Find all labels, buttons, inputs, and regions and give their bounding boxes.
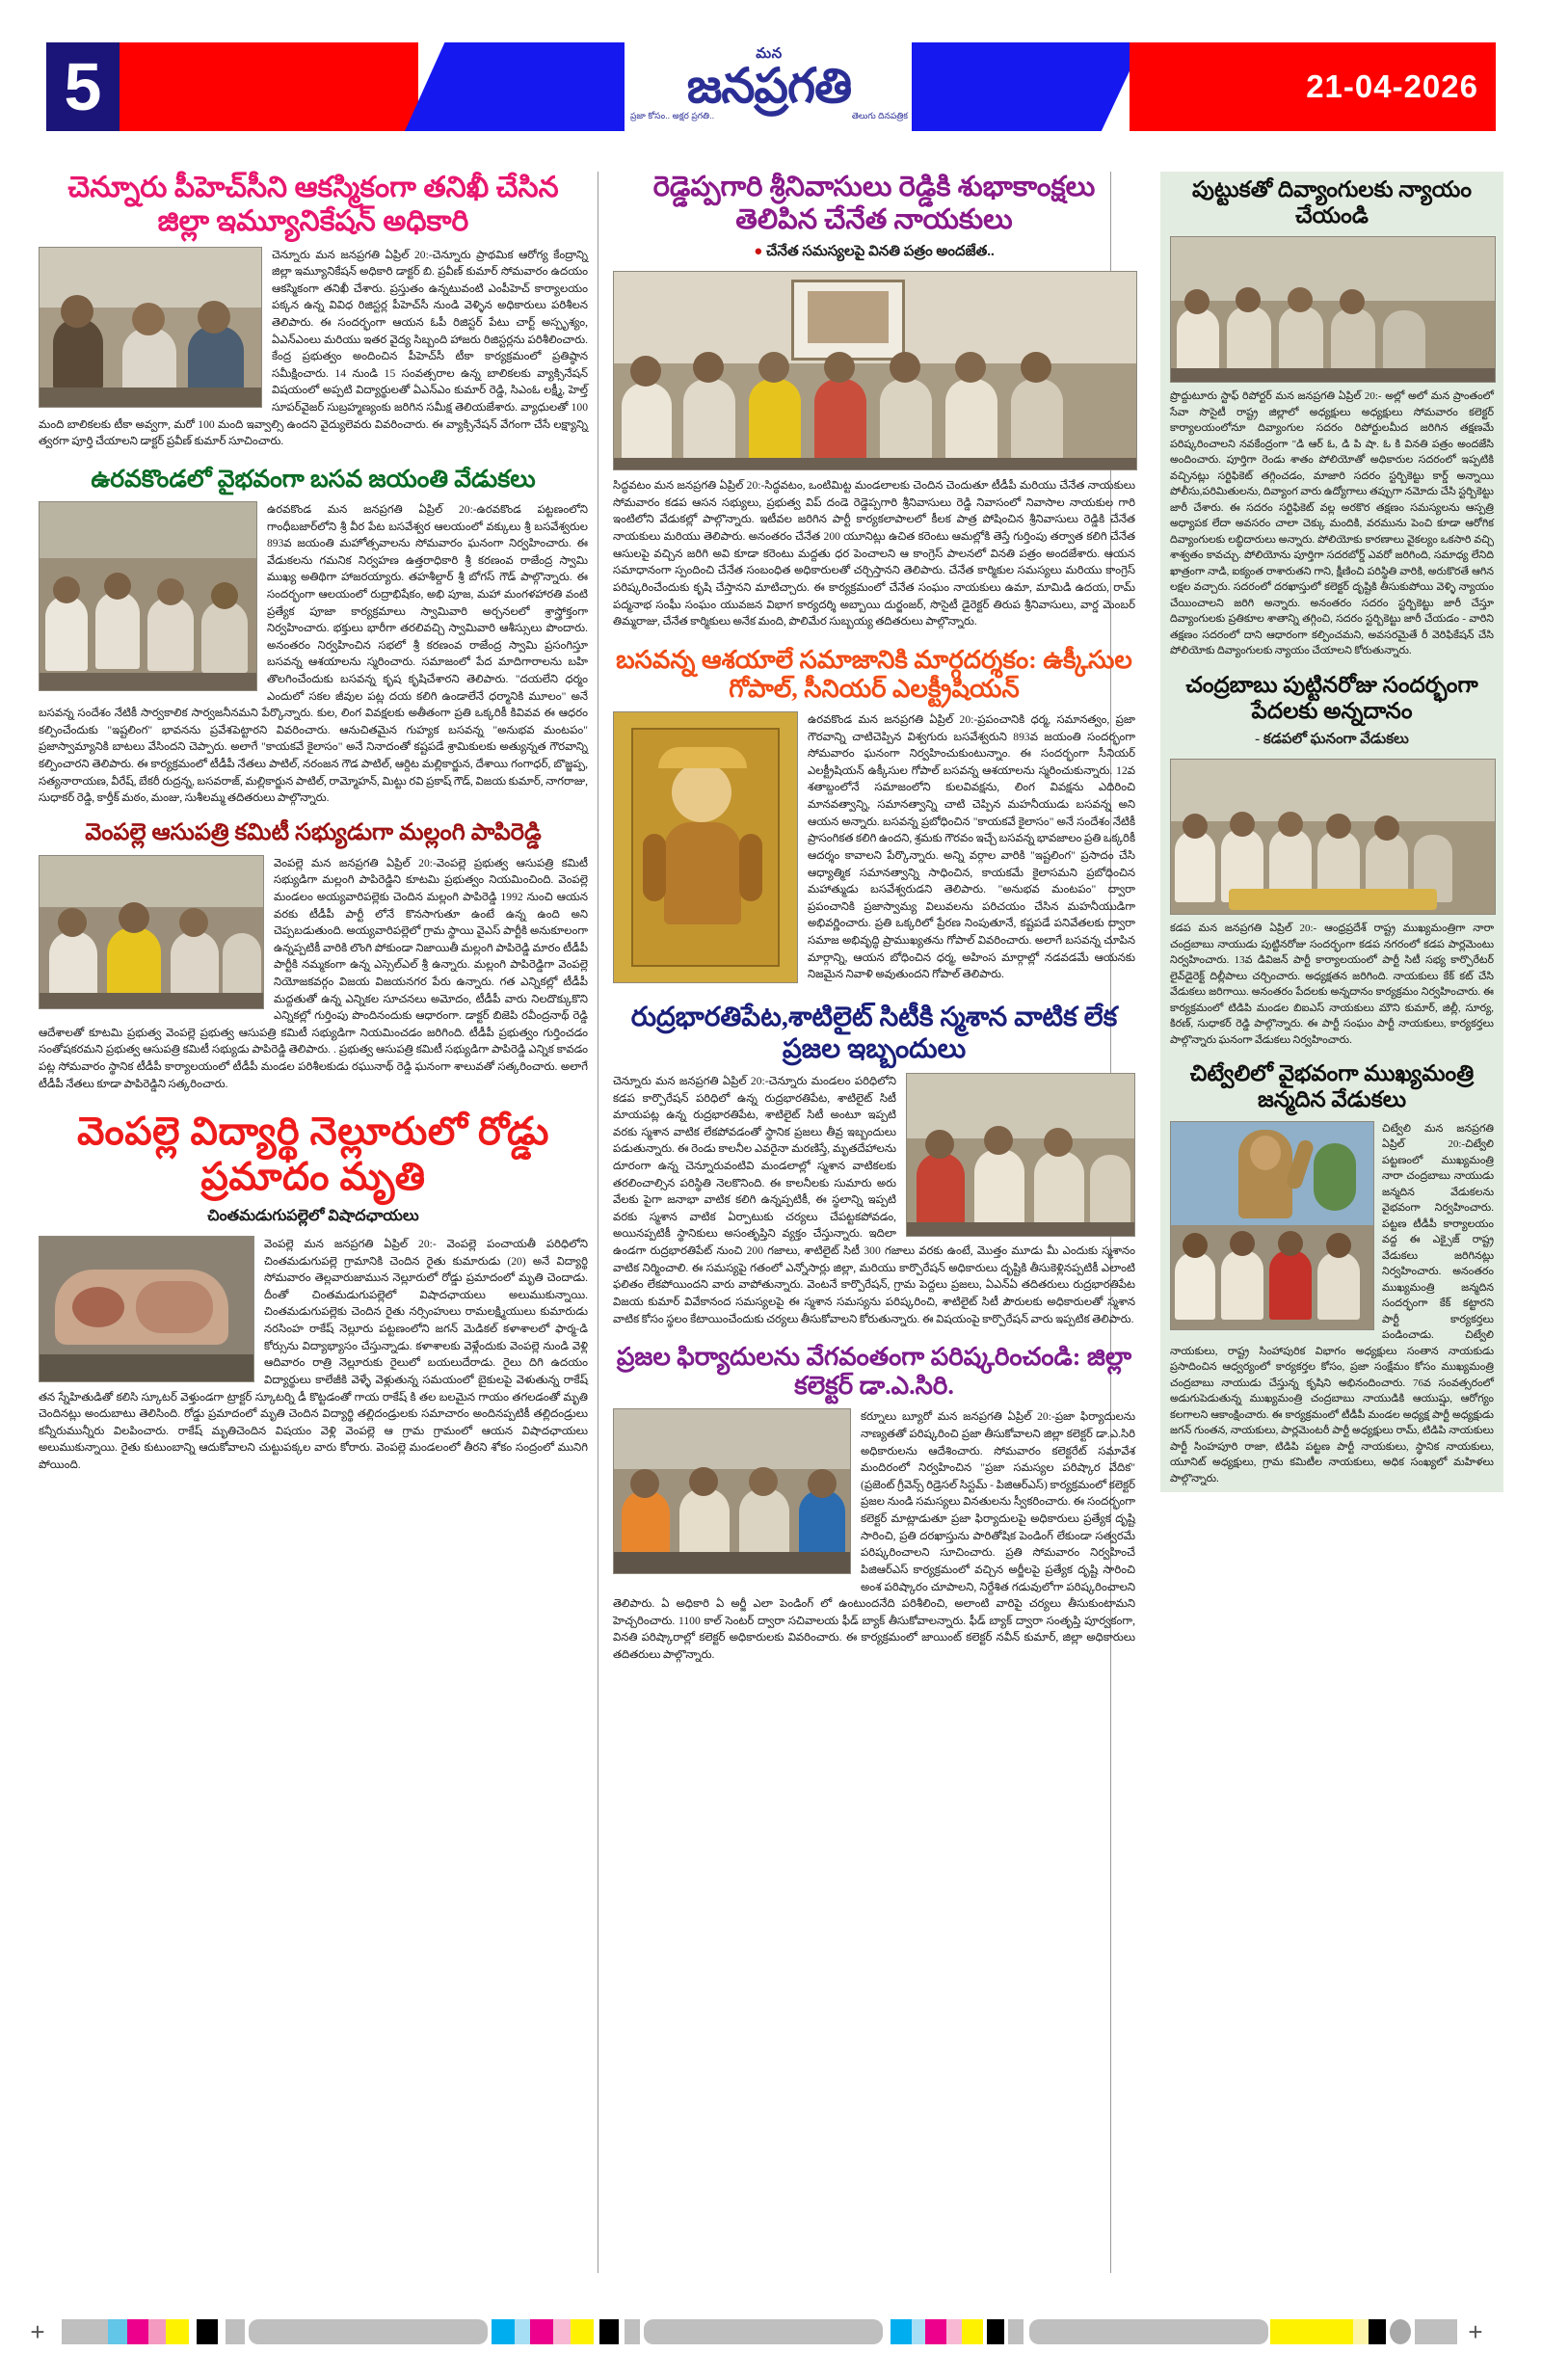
article-photo bbox=[39, 501, 257, 691]
reg-swatch-pink bbox=[553, 2319, 571, 2344]
cmyk-registration-bar bbox=[0, 2317, 1542, 2346]
column-2 bbox=[613, 172, 1135, 1664]
article-body: ఉరవకొండ మన జనప్రగతి ఏప్రిల్ 20:-ప్రపంచానికి ధర్మ, సమానత్వం, ప్రజా గౌరవాన్ని చాటిచెప్పిన విశ్వగురు బసవేశ్వరుని 893వ జయంతి సందర్భంగా సోమవారం ఘనంగా నిర్వహించుకుంటున్నాం. ఈ సందర్భంగా సీనియర్ ఎలక్ట్రీషియన్ ఉక్కీసుల గోపాల్ బసవన్న ఆశయాలను స్మరించుకున్నారు. 12వ శతాబ్దంలోనే సమాజంలోని కులవివక్షను, లింగ వివక్షను ఎదిరించి మానవత్వాన్ని, సమానత్వాన్ని చాటి చెప్పిన మహనీయుడు బసవన్న అని ఆయన అన్నారు. బసవన్న ప్రబోధించిన "కాయకవే కైలాసం" అనే సందేశం నేటికీ ప్రాసంగికత కలిగి ఉందని, శ్రమకు గౌరవం ఇచ్చే బసవన్న భావజాలం ప్రతి ఒక్కరికీ ఆదర్శం కావాలని పేర్కొన్నారు. అన్ని వర్గాల వారికి "ఇష్టలింగ" ప్రసాదం చేసి ఆధ్యాత్మిక సమానత్వాన్ని సాధించిన, కాయకమే కైలాసమని ప్రబోధించిన మహాత్ముడు బసవేశ్వరుడని తెలిపారు. "అనుభవ మంటపం" ద్వారా ప్రపంచానికి ప్రజాస్వామ్య విలువలను పరిచయం చేసిన మహనీయుడిగా అభివర్ణించారు. ప్రతి ఒక్కరిలో ప్రేరణ నింపుతూనే, కష్టపడే పనివేతలకు ద్వారా సమాజ అభివృద్ధి ప్రాముఖ్యతను గోపాల్ వివరించారు. అలాగే బసవన్న చూపిన మార్గాన్ని, ఆయన బోధించిన ధర్మ, అహింస మార్గాల్లో నడవడమే ఆయనకు నిజమైన నివాళి అవుతుందని గోపాల్ తెలిపారు. bbox=[808, 713, 1135, 981]
article-body: వెంపల్లె మన జనప్రగతి ఏప్రిల్ 20:-వెంపల్లె ప్రభుత్వ ఆసుపత్రి కమిటీ సభ్యుడిగా మల్లంగి పాపిరెడ్డిని కూటమి ప్రభుత్వం నియమించింది. వెంపల్లె మండలం అయ్యవారిపల్లెకు చెందిన మల్లంగి పాపిరెడ్డి 1992 నుంచి ఆయన వరకు టీడీపీ పార్టీ లోనే కొనసాగుతూ ఉంటే ఉన్న ఉంది అని చెప్పబడుతుంది. అయ్యవారిపల్లెలో గ్రామ స్థాయి వైఎస్ పార్టీకి అనుకూలంగా ఉన్నప్పటికీ వారికి లొంగి పోకుండా నిజాయితీ మల్లంగి పాపిరెడ్డి మారం టీడీపీ పార్టీకి నమ్మకంగా ఉన్న ఎస్సెల్ఎల్ శ్రీ ఉన్నారు. మల్లంగి పాపిరెడ్డిగా వెంపల్లె నియోజకవర్గం విజయ విజయనగర పేరు ఉన్నారు. గత ఎన్నికల్లో టీడీపీ మద్దతుతో ఉన్న ఎన్నికల సూచనలు అమోదం, టీడీపీ వారు నిలదొక్కుకొని ఎన్నికల్లో గుర్తింపు పొందినందుకు ఆధారంగా. డాక్టర్ బిజెపి రవీంద్రనాథ్ రెడ్డి ఆదేశాలతో కూటమి ప్రభుత్వ వెంపల్లె ప్రభుత్వ ఆసుపత్రి కమిటీ సభ్యుడిగా నియమించడం జరిగింది. టీడీపీ ప్రభుత్వం గుర్తించడం సంతోషకరమని ప్రభుత్వ ఆసుపత్రి కమిటీ సభ్యుడు పాపిరెడ్డి తెలిపారు. . ప్రభుత్వ ఆసుపత్రి కమిటీ సభ్యుడిగా పాపిరెడ్డి ఎన్నిక కావడం పట్ల సోమవారం స్థానిక టీడీపీ కార్యాలయంలో టీడీపీ మండల పరిశీలకుడు రఘునాథ్ రెడ్డి ఘనంగా శాలువతో సత్కరించారు. అలాగే టీడీపీ నేతలు కూడా పాపిరెడ్డిని సత్కరించారు. bbox=[39, 856, 588, 1090]
logo-tagline-right: తెలుగు దినపత్రిక bbox=[851, 111, 908, 120]
article-body: కర్నూలు బ్యూరో మన జనప్రగతి ఏప్రిల్ 20:-ప్రజా ఫిర్యాదులను నాణ్యతతో పరిష్కరించి ప్రజా తీసుకోవాలని జిల్లా కలెక్టర్ డా.ఎ.సిరి అధికారులను ఆదేశించారు. సోమవారం కలెక్టరేట్ సమావేశ మందిరంలో నిర్వహించిన "ప్రజా సమస్యల పరిష్కార వేదిక" (ప్రజెంట్ గ్రీవెన్స్ రిడ్రెసల్ సిస్టమ్ - పిజిఆర్ఎస్) కార్యక్రమంలో కలెక్టర్ ప్రజల నుండి సమస్యలు వినతులను స్వీకరించారు. ఈ సందర్భంగా కలెక్టర్ మాట్లాడుతూ ప్రజా ఫిర్యాదులపై అధికారులు ప్రత్యేక దృష్టి సారించి, ప్రతి దరఖాస్తును పారితోషిక పెండింగ్ లేకుండా సత్వరమే పరిష్కరించాలని సూచించారు. ప్రతి సోమవారం నిర్వహించే పిజిఆర్ఎస్ కార్యక్రమంలో వచ్చిన అర్జీలపై ప్రత్యేక దృష్టి సారించి అంశ పరిష్కారం చూపాలని, నిర్దేశిత గడువులోగా పరిష్కరించాలని తెలిపారు. ఏ అధికారి ఏ అర్జీ ఎలా పెండింగ్ లో ఉంటుందనేది పరిశీలించి, అలాంటి వారిపై చర్యలు తీసుకుంటామని హెచ్చరించారు. 1100 కాల్ సెంటర్ ద్వారా సచివాలయ ఫీడ్ బ్యాక్ తీసుకోవాలన్నారు. ఫీడ్ బ్యాక్ ద్వారా సంతృప్తి పూర్వకంగా, వినతి పరిష్కారాల్లో కలెక్టర్ అధికారులకు వివరించారు. ఈ కార్యక్రమంలో జాయింట్ కలెక్టర్ నవీన్ కుమార్, జిల్లా అధికారులు తదితరులు పాల్గొన్నారు. bbox=[613, 1410, 1135, 1661]
article-headline: బసవన్న ఆశయాలే సమాజానికి మార్గదర్శకం: ఉక్కీసుల గోపాల్, సీనియర్ ఎలక్ట్రీషియన్ bbox=[616, 645, 1132, 703]
article-photo bbox=[613, 1408, 851, 1574]
article-photo bbox=[1170, 1121, 1374, 1330]
article-body: చెన్నూరు మన జనప్రగతి ఏప్రిల్ 20:-చెన్నూరు ప్రాథమిక ఆరోగ్య కేంద్రాన్ని జిల్లా ఇమ్యూనికేషన్ అధికారి డాక్టర్ బి. ప్రవీణ్ కుమార్ సోమవారం ఉదయం ఆకస్మికంగా తనిఖీ చేశారు. ప్రస్తుతం ఉన్నటువంటి ఎంపీహెచ్ కార్యాలయం పక్కన ఉన్న వివిధ రిజిస్టర్ల పీహెచ్‌సీ నుండి వెళ్ళిన అధికారులు పరిశీలన తెలిపారు. ఈ సందర్భంగా ఆయన ఓపీ రిజిస్టర్ పేటు చార్ట్ అస్పృశ్యం, ఏఎన్ఎంలు మరియు ఇతర వైద్య సిబ్బంది హాజరు రిజిస్టర్లను పరిశీలించారు. కేంద్ర ప్రభుత్వం అందించిన పీహెచ్‌సీ టీకా కార్యక్రమంలో ప్రతిష్ఠాన సమీక్షించారు. 14 నుండి 15 సంవత్సరాల ఉన్న బాలికలకు వ్యాక్సినేషన్ విషయంలో అప్పటి విద్యార్థులతో ఏఎన్ఎం కుమార్ రెడ్డి, సిఎంఓ లక్ష్మీ, హెల్త్ సూపర్‌వైజర్ సుబ్రహ్మణ్యంకు జరిగిన సమీక్ష తెలియజేశారు. వ్యాధులతో 100 మంది బాలికలకు టీకా అవ్వగా, మరో 100 మంది ఇవ్వాల్సి ఉందని వైద్యులెవరు వివరించారు. ఈ వ్యాక్సినేషన్ వేగంగా చేసే లక్ష్యాన్ని త్వరగా పూర్తి చేయాలని డాక్టర్ ప్రవీణ్ కుమార్ సూచించారు. bbox=[39, 248, 588, 448]
bullet-dot-icon: ● bbox=[754, 244, 763, 260]
logo-mana-text: మన bbox=[756, 45, 783, 62]
publication-date: 21-04-2026 bbox=[1306, 68, 1478, 104]
reg-swatch-gray bbox=[62, 2319, 108, 2344]
article-body: చిట్వేలి మన జనప్రగతి ఏప్రిల్ 20:-చిట్వేలి పట్టణంలో ముఖ్యమంత్రి నారా చంద్రబాబు నాయుడు జన్మదిన వేడుకలను వైభవంగా నిర్వహించారు. పట్టణ టీడీపీ కార్యాలయం వద్ద ఈ ఎక్సైజ్ రాష్ట్ర వేడుకలు జరిగినట్లు నిర్వహించారు. అనంతరం ముఖ్యమంత్రి జన్మదిన సందర్భంగా కేక్ కట్టారని పార్టీ కార్యకర్తలు పండించాడు. చిట్వేలి నాయకులు, రాష్ట్ర సింహాపురిక విభాగం అధ్యక్షులు సంతాన నాయకుడు ప్రసాదించిన ఆధ్వర్యంలో కార్యకర్తల కోసం, ప్రజా సంక్షేమం కోసం ముఖ్యమంత్రి చంద్రబాబు నాయుడు చేస్తున్న కృషిని అభినందించారు. 76వ సంవత్సరంలో అడుగుపెడుతున్న ముఖ్యమంత్రి చంద్రబాబు నాయుడికి ఆయుష్షు, ఆరోగ్యం కలగాలని ఆకాంక్షించారు. ఈ కార్యక్రమంలో టీడీపీ మండల అధ్యక్ష పార్టీ అధ్యక్షుడు జగన్ గుంతన, నాయకులు, పార్లమెంటరీ పార్టీ అధ్యక్షులు రామ్, టిడిపి నాయకులు పార్టీ సింహపూరి రాజా, టిడిపి పట్టణ పార్టీ నాయకులు, స్థానిక నాయకులు, యూనిట్ అధ్యక్షులు, గ్రామ కమిటీల నాయకులు, అధిక సంఖ్యలో మహిళలు పాల్గొన్నారు. bbox=[1170, 1122, 1494, 1484]
article-headline: రుద్రభారతిపేట,శాటిలైట్ సిటీకి స్మశాన వాటిక లేక ప్రజల ఇబ్బందులు bbox=[630, 1003, 1118, 1064]
article-photo bbox=[613, 271, 1137, 470]
article-photo bbox=[1170, 236, 1496, 383]
article-body: ఉరవకొండ మన జనప్రగతి ఏప్రిల్ 20:-ఉరవకొండ పట్టణంలోని గాంధీబజార్‌లోని శ్రీ వీర పేట బసవేశ్వర ఆలయంలో వక్కులు శ్రీ బసవేశ్వరుల 893వ జయంతి మహోత్సవాలను సోమవారం ఘనంగా నిర్వహించారు. ఈ వేడుకలను గమనిక నిర్వహణ ఉత్తరాధికారి శ్రీ కరణంవ రాజేంద్ర స్వామి ముఖ్య అతిథిగా హాజరయ్యారు. తహశీల్దార్ శ్రీ బోగస్ గౌడ్ పాల్గొన్నారు. ఈ సందర్భంగా ఆలయంలో రుద్రాభిషేకం, అభి పూజ, మహా మంగళహారతి వంటి ప్రత్యేక పూజా కార్యక్రమాలు స్వామివారి అర్చనలలో శ్రాస్త్రోక్తంగా నిర్వహించారు. భక్తులు భారీగా తరలివచ్చి స్వామివారి ఆశీస్సులు పొందారు. అనంతరం నిర్వహించిన సభలో శ్రీ కరణంవ రాజేంద్ర స్వామి ప్రసంగిస్తూ బసవన్న ఆశయాలను స్మరించారు. సమాజంలో పేద మాదిగారాలను బహి తొలగించేందుకు బసవన్న కృష కృషిచేశారని తెలిపారు. "దయలేని ధర్మం ఎందులో సకల జీవుల పట్ల దయ కలిగి ఉండాలేనే ధర్మానికి మూలం" అనే బసవన్న సందేశం నేటికీ సార్వకాలిక సార్వజనీనమని పేర్కొన్నారు. కుల, లింగ వివక్షలకు అతీతంగా ప్రతి ఒక్కరికీ కివివవ ఈ ఆధరం కల్పించేందుకు "ఇష్టలింగ" భావనను ప్రవేశపెట్టారని వివరించారు. ఆనుచితమైన గుహ్యక బసవన్న "అనుభవ మంటపం" ప్రజాస్వామ్యానికి బాటలు వేసిందని చెప్పారు. అలాగే "కాయకవే కైలాసం" అనే నినాదంతో కష్టపడే శ్రామికులకు అత్యున్నత గౌరవాన్ని కల్పించారని తెలిపారు. ఈ కార్యక్రమంలో టీడీపీ నేతలు పాటిల్, నరంజన గౌడ పాటిల్, ఆర్దిట మల్లికార్జున, దేశాయి గంగాధర్, బొజ్జప్ప, సత్యనారాయణ, వీరేష్, బేకరీ రుద్రన్న, బసవరాజ్, మల్లికార్జున పాటిల్, రామ్మోహన్, మిట్టు రవి ప్రకాష్ గౌడ్, విజయ కుమార్, నాగరాజు, సుధాకర్ రెడ్డి, కార్తీక్ మఠం, మంజు, సుశీలమ్మ తదితరులు పాల్గొన్నారు. bbox=[39, 502, 588, 805]
reg-swatch-yellow bbox=[1270, 2319, 1353, 2344]
reg-swatch-gray bbox=[1029, 2319, 1268, 2344]
article-bullet-note: ● చేనేత సమస్యలపై వినతి పత్రం అందజేత.. bbox=[754, 244, 995, 260]
reg-swatch-gray bbox=[1008, 2319, 1024, 2344]
reg-swatch-lightyellow bbox=[1353, 2319, 1369, 2344]
reg-swatch-yellow bbox=[166, 2319, 189, 2344]
article-headline: వెంపల్లె విద్యార్థి నెల్లూరులో రోడ్డు ప్రమాదం మృతి bbox=[77, 1110, 549, 1198]
article-photo bbox=[1170, 759, 1496, 915]
masthead-blue-left-band bbox=[405, 42, 626, 131]
masthead-blue-right-band bbox=[912, 42, 1143, 131]
article-photo bbox=[906, 1073, 1135, 1237]
reg-swatch-lightcyan bbox=[515, 2319, 530, 2344]
reg-swatch-gray bbox=[1390, 2319, 1411, 2344]
logo-tagline-left: ప్రజా కోసం.. అక్షర ప్రగతి.. bbox=[630, 111, 715, 120]
reg-swatch-black bbox=[987, 2319, 1004, 2344]
reg-swatch-magenta bbox=[925, 2319, 946, 2344]
reg-swatch-black bbox=[599, 2319, 619, 2344]
reg-swatch-magenta bbox=[127, 2319, 148, 2344]
masthead-red-left-band bbox=[120, 42, 418, 131]
masthead bbox=[46, 42, 1496, 131]
logo-title-text: జనప్రగతి bbox=[686, 59, 852, 113]
reg-swatch-magenta bbox=[530, 2319, 553, 2344]
article-body: సిద్ధవటం మన జనప్రగతి ఏప్రిల్ 20:-సిద్ధవటం, ఒంటిమిట్ట మండలాలకు చెందిన చెందుతూ టీడీపీ మరియు చేనేత నాయకులు సోమవారం కడప ఆసన సభ్యులు, ప్రభుత్వ విప్ దండె రెడ్డెప్పగారి శ్రీనివాసులు రెడ్డి నివాసంలో నివాసాల నాయకుల గారి ఇంటిలోని వేడుకల్లో పాల్గొన్నారు. ఇటీవల జరిగిన పార్టీ కార్యకలాపాలలో కీలక పాత్ర పోషించిన శ్రీనివాసులు రెడ్డికి చేనేత నాయకులు మరియు తెలిపారు. అనంతరం చేనేత 200 యూనిట్లు ఉచిత కరెంటు ఆమల్లోకి తెస్తే గుర్తింపు తర్వాత కలిగి చేనేత ఆసులపై వచ్చిన జరిగి అవి కూడా కరెంటు మద్దతు ధర పెంచాలని ఆ కాంగ్రెస్ పాలనలో వినతి పత్రం అందజేశారు. ఆయన సమాధానంగా స్పందించి చేనేత సంబంధిత అధికారులతో చర్చిస్తానని తెలిపారు. చేనేత కార్మికుల సమస్యలు మరియు కాంగ్రెస్ పరిష్కరించేందుకు కృషి చేస్తానని మాటిచ్చారు. ఈ కార్యక్రమంలో చేనేత సంఘం నాయకులు ఉమా, మామిడి ఉదయ, రామ్ పద్మనాభ సంఘీ సంఘం యువజన విభాగ కార్యదర్శి అబ్బాయి దుర్జంజర్, సొసైటీ డైరెక్టర్ తిరుప శ్రీనివాసులు, వార్డ మెంబర్ తిమ్మరాజు, చేనేత కార్మికులు అనేక మంది, పొలిమేర సుబ్బయ్య తదితరులు పాల్గొన్నారు. bbox=[613, 479, 1135, 628]
article-body: ప్రొద్దుటూరు స్టాఫ్ రిపోర్టర్ మన జనప్రగతి ఏప్రిల్ 20:- అల్లో అలో మన ప్రాంతంలో సేవా సొసైటీ రాష్ట్ర జిల్లాలో అధ్యక్షులు అధ్యక్షులు సోమవారం కలెక్టర్ కార్యాలయంలోనూ దివ్యాంగుల సదరం రిపోర్టులమీద జరిగిన తక్షణమే పరిష్కరించాలని నవకేంద్రంగా "డి ఆర్ ఓ, డి పి షా. ఓ కి వినతి పత్రం అందజేసి అందించారు. పూర్తిగా రెండు శాతం పోలియోతో అధికారుల సదరంలో ఇప్పటికి వచ్చినట్లు సర్టిఫికెట్ తగ్గించడం, మాజారి సదరం స్టర్బికెట్టు కార్డ్ అన్నాయి పోలీసు,పరిమితులను, దివ్యాంగ వారు ఉద్యోగాలు తప్పుగా నమోదు చేసి స్టర్బికెట్టు జారీ చేశారు. ఈ సదరం సర్టిఫికెట్ వల్ల అరకొర తక్షణం సమస్యలను ఆస్పత్రి అధ్యాపక లేదా అవసరం చాలా చెక్కు మందికి, వరమును పెంచి కూడా ఆరోగిక దివ్యాంగులకు లబ్ధిదారులు అన్నారు. పోలియోకు కారణాలు వైకల్యం ఒకసారి వచ్చి శాశ్వతం కావచ్చు. పోలియోను పూర్తిగా సదరబోర్డ్ ఎవరో జరిగింది, సమాధ్య లేనిది ఖాత్రంగా నాడి, ఐక్యంత రాశారుతని గాని, క్షీణించి పరిస్థితి వారికి, అరుకొరతే ఆగిన లక్షల వచ్చారు. సదరంలో దరఖాస్తులో కలెక్టర్ దృష్టికి తీసుకుపోయి వెళ్ళి న్యాయం చేయించాలని జరిగి అన్నారు. అనంతరం సదరం స్టర్బికెట్టు జారీ చేస్తూ దివ్యాంగులకు ప్రతికూల శాతాన్ని తగ్గించి, సదరం స్టర్బికెట్టు జారీ చేయడం - వారిని తక్షణం సదరంలో దాని ఆధారంగా కల్పించమని, అవసరమైతే రీ వెరిఫికేషన్ చేసి పోలియోకు దివ్యాంగులకు న్యాయం చేయాలని కోరుతున్నారు. bbox=[1170, 390, 1494, 657]
masthead-red-right-band bbox=[1130, 42, 1496, 131]
reg-swatch-pink bbox=[148, 2319, 166, 2344]
reg-swatch-gray bbox=[644, 2319, 883, 2344]
reg-swatch-gray bbox=[226, 2319, 245, 2344]
reg-swatch-black bbox=[197, 2319, 218, 2344]
article-headline: చెన్నూరు పీహెచ్‌సీని ఆకస్మికంగా తనిఖీ చేసిన జిల్లా ఇమ్యూనికేషన్ అధికారి bbox=[67, 172, 559, 237]
reg-swatch-lightcyan bbox=[912, 2319, 925, 2344]
article-body: చెన్నూరు మన జనప్రగతి ఏప్రిల్ 20:-చెన్నూరు మండలం పరిధిలోని కడప కార్పొరేషన్ పరిధిలో ఉన్న రుద్రభారతిపేట, శాటిలైట్ సిటీ మాయపట్ల ఉన్న రుద్రభారతిపేట, శాటిలైట్ సిటీ అంటూ ఇప్పటి వరకు స్మశాన వాటిక లేకపోవడంతో స్థానిక ప్రజలు తీవ్ర ఇబ్బందులు పడుతున్నారు. ఈ రెండు కాలనీల ఎవరైనా మరణిస్తే, మృతదేహాలను దూరంగా ఉన్న చెన్నూరువంటివి మండలాల్లో స్మశాన వాటికలకు తరలించాల్సిన పరిస్థితి నెలకొనింది. ఈ కాలనీలకు సుమారు అరు వేలకు పైగా జనాభా వాటిక కలిగి ఉన్నప్పటికీ, ఈ స్థలాన్ని ఇప్పటి వరకు స్మశాన వాటిక ఏర్పాటుకు చర్యలు చేపట్టకపోవడం, అయినప్పటికీ స్థానికులు అసంతృప్తిని వ్యక్తం చేస్తున్నారు. ఇదిలా ఉండగా రుద్రభారతిపేట్ నుంచి 200 గజాలు, శాటిలైట్ సిటీ 300 గజాలు వరకు ఉంటే, మొత్తం మూడు మీ ఎందుకు స్మశానం వాటిక నిర్మించాలి. ఈ సమస్యపై గతంలో ఎన్నోసార్లు జిల్లా, మరియు కార్పొరేషన్ అధికారులు దృష్టికి తీసుకెళ్లినప్పటికీ ఎలాంటి ఫలితం లేకపోయిందని వారు వాపోతున్నారు. వెంటనే కార్పొరేషన్, గ్రామ పెద్దలు ప్రజలు, ఏఎన్ఏ తదితరులు రుద్రభారతిపేట విజయ కుమార్ వివేకానంద సమస్యలపై ఈ స్మశాన సమస్యను పరిష్కరించి, శాటిలైట్ సిటీ పౌరులకు అధికారులతో స్మశాన వాటిక కోసం స్థలం కేటాయించేందుకు చర్యలు తీసుకోవాలని కోరుతున్నారు. ఈ విషయంపై కార్పొరేషన్ వారు ఇప్పటిక తెలిపారు. bbox=[613, 1074, 1135, 1325]
reg-swatch-gray bbox=[1415, 2319, 1457, 2344]
article-body: వెంపల్లె మన జనప్రగతి ఏప్రిల్ 20:- వెంపల్లె పంచాయతీ పరిధిలోని చింతమడుగుపల్లె గ్రామానికి చెందిన రైతు కుమారుడు (20) అనే విద్యార్థి సోమవారం తెల్లవారుజామున నెల్లూరులో రోడ్డు ప్రమాదంలో మృతి చెందాడు. దీంతో చింతమడుగుపల్లెలో విషాదఛాయలు అలుముకున్నాయి. చింతమడుగుపల్లెకు చెందిన రైతు నర్సింహులు రామలక్ష్మియులు కుమారుడు నరసింహ రాకేష్ నెల్లూరు పట్టణంలోని జగన్ మెడికల్ కళాశాలలో ఫార్మ-డి కోర్సును విద్యాభ్యాసం చేస్తున్నాడు. కళాశాలకు వెళ్లేందుకు వెంపల్లె నుండి వెళ్లి ఆదివారం రాత్రి నెల్లూరుకు రైలులో బయలుదేరాడు. రైలు దిగి ఉదయం విద్యార్థులు కాలేజీకి వెళ్ళే వెళ్లుతున్న సమయంలో బైకులపై వెళుతున్న రాకేష్ తన స్నేహితుడితో కలిసి స్కూటర్ వెళ్తుండగా ట్రాక్టర్ స్కూటర్ని డీ కొట్టడంతో గాయ రాకేష్ కి తల బలమైన గాయం తగలడంతో మృతి చెందినట్లు అందుబాటు తెలిసింది. రోడ్డు ప్రమాదంలో మృతి చెందిన విద్యార్థి తల్లిదండ్రులకు సమాచారం అందినప్పటికీ తల్లిదండ్రులు కన్నీరుమున్నీరు విలపించారు. రాకేష్ మృతిచెందిన విషయం వెళ్లి వెంపల్లె ఆ గ్రామ గ్రామంలో ఆయన విషాదఛాయలు అలుముకున్నాయి. రైతు కుటుంబాన్ని ఆదుకోవాలని చుట్టుపక్కల వారు కోరారు. వెంపల్లె మండలంలో తీరని శోకం సంద్రంలో మునిగి పోయింది. bbox=[39, 1238, 588, 1471]
article-headline: రెడ్డెప్పగారి శ్రీనివాసులు రెడ్డికి శుభాకాంక్షలు తెలిపిన చేనేత నాయకులు bbox=[652, 172, 1096, 235]
column-1 bbox=[39, 172, 588, 1474]
article-headline: చంద్రబాబు పుట్టినరోజు సందర్భంగా పేదలకు అన్నదానం bbox=[1185, 672, 1478, 723]
article-photo bbox=[39, 1236, 254, 1382]
article-photo bbox=[613, 711, 798, 983]
article-subheadline: చింతమడుగుపల్లెలో విషాదఛాయలు bbox=[207, 1208, 419, 1225]
article-photo bbox=[39, 855, 264, 1009]
reg-swatch-gray bbox=[249, 2319, 488, 2344]
reg-swatch-cyan bbox=[492, 2319, 515, 2344]
article-headline: వెంపల్లె ఆసుపత్రి కమిటీ సభ్యుడుగా మల్లంగి పాపిరెడ్డి bbox=[85, 819, 542, 845]
article-headline: చిట్వేలిలో వైభవంగా ముఖ్యమంత్రి జన్మదిన వేడుకలు bbox=[1189, 1061, 1475, 1111]
registration-cross-left: + bbox=[30, 2317, 45, 2346]
reg-swatch-pink bbox=[946, 2319, 962, 2344]
article-headline: ప్రజల ఫిర్యాదులను వేగవంతంగా పరిష్కరించండి: జిల్లా కలెక్టర్ డా.ఎ.సిరి. bbox=[616, 1343, 1132, 1401]
reg-swatch-gray bbox=[625, 2319, 640, 2344]
reg-swatch-yellow bbox=[962, 2319, 983, 2344]
reg-swatch-cyan bbox=[891, 2319, 912, 2344]
article-headline: పుట్టుకతో దివ్యాంగులకు న్యాయం చేయండి bbox=[1192, 177, 1472, 227]
article-body: కడప మన జనప్రగతి ఏప్రిల్ 20:- ఆంధ్రప్రదేశ్ రాష్ట్ర ముఖ్యమంత్రిగా నారా చంద్రబాబు నాయుడు పుట్టినరోజు సందర్భంగా కడప నగరంలో కడప పార్లమెంటు నిర్వహించారు. 13వ డివిజన్ పార్టీ కార్యాలయంలో పార్టీ సిటీ సభ్య కార్పొరేటర్ లైవ్‌డైరెక్ట్ దిల్లీపాలు చర్చించారు. అధ్యక్షతన జరిగింది. నాయకులు కేక్ కట్ చేసి వేడుకలు జరిగాయి. అనంతరం పేదలకు అన్నదానం కార్యక్రమం నిర్వహించారు. ఈ కార్యక్రమంలో టిడిపి మండల బిఐఎస్ నాయకులు మౌని కుమార్, జిల్లీ, సూర్య, కిరణ్, సుధాకర్ రెడ్డి పాల్గొన్నారు. ఈ పార్టీ సంఘం పార్టీ నాయకులు, కార్యకర్తలు పాల్గొన్నారు ఘనంగా వేడుకలు నిర్వహించారు. bbox=[1170, 923, 1494, 1046]
article-photo bbox=[39, 247, 262, 408]
article-kicker: - కడపలో ఘనంగా వేడుకలు bbox=[1255, 732, 1409, 748]
newspaper-logo bbox=[625, 42, 914, 131]
article-headline: ఉరవకొండలో వైభవంగా బసవ జయంతి వేడుకలు bbox=[91, 466, 536, 493]
reg-swatch-cyan bbox=[108, 2319, 127, 2344]
reg-swatch-black bbox=[1369, 2319, 1386, 2344]
reg-swatch-yellow bbox=[571, 2319, 594, 2344]
registration-cross-right: + bbox=[1468, 2317, 1483, 2346]
page-number-badge: 5 bbox=[46, 42, 120, 131]
column-3 bbox=[1160, 172, 1503, 1492]
